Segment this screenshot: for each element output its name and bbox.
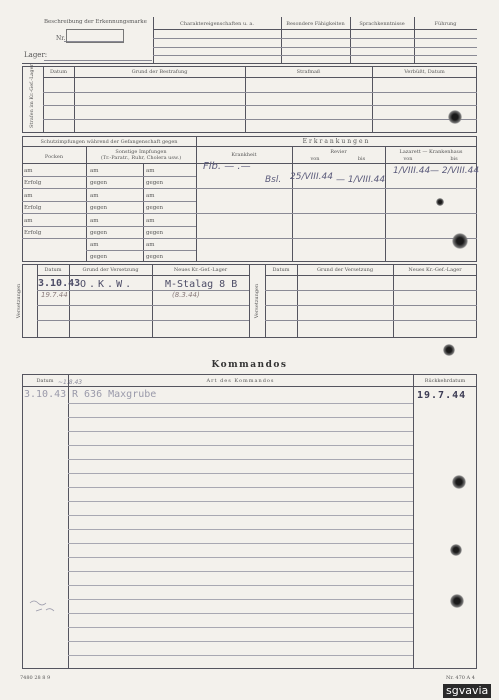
vers-grund-header-right: Grund der Versetzung xyxy=(316,267,374,273)
vers-datum-note: 19.7.44 xyxy=(41,291,68,299)
lazarett-bis-entry: — 2/VIII.44 xyxy=(430,166,480,176)
watermark: sgvavia xyxy=(443,684,491,698)
footer-right: Nr. 470 A 4 xyxy=(446,675,475,681)
impf-cell: am xyxy=(146,218,155,224)
strafen-datum-header: Datum xyxy=(50,69,67,75)
kommandos-rueckkehr-entry: 19.7.44 xyxy=(417,390,467,401)
vers-lager-note: (8.3.44) xyxy=(172,291,200,299)
revier-bis-entry: — 1/VIII.44 xyxy=(336,175,386,185)
strafen-verbuesst-header: Verbüßt, Datum xyxy=(404,69,445,75)
vers-neues-header-right: Neues Kr.-Gef.-Lager xyxy=(408,267,462,273)
pocken-erfolg-3: Erfolg xyxy=(24,230,42,236)
versetzungen-side-label-right: Versetzungen xyxy=(254,283,260,319)
kommandos-rueckkehr-header: Rückkehrdatum xyxy=(424,378,466,384)
punch-hole xyxy=(443,344,455,356)
impfungen-title: Schutzimpfungen während der Gefangenschaft gegen xyxy=(40,139,178,145)
revier-von-entry: 25/VIII.44 xyxy=(290,172,333,182)
vers-grund-entry: O.K.W. xyxy=(80,279,135,290)
nr-label: Nr. xyxy=(56,35,66,42)
erkennungsmarke-label: Beschreibung der Erkennungsmarke xyxy=(44,19,147,25)
lager-label: Lager: xyxy=(24,51,48,59)
revier-header: Revier xyxy=(330,149,347,155)
impf-cell: gegen xyxy=(90,254,108,260)
vers-datum-header-left: Datum xyxy=(44,267,62,273)
lazarett-bis: bis xyxy=(450,156,458,162)
fuehrung-header: Führung xyxy=(434,21,457,27)
impf-cell: am xyxy=(90,218,99,224)
pocken-am-2: am xyxy=(24,193,33,199)
lazarett-header: Lazarett — Krankenhaus xyxy=(399,149,463,155)
pocken-erfolg-2: Erfolg xyxy=(24,205,42,211)
vers-lager-entry: M-Stalag 8 B xyxy=(165,279,238,290)
kommandos-datum-header: Datum xyxy=(36,378,54,384)
pocken-header: Pocken xyxy=(44,154,64,160)
impf-cell: am xyxy=(90,168,99,174)
kommandos-art-header: Art des Kommandos xyxy=(206,378,275,384)
revier-von: von xyxy=(310,156,320,162)
impf-cell: am xyxy=(90,242,99,248)
pocken-am-3: am xyxy=(24,218,33,224)
strafen-strafmass-header: Strafmaß xyxy=(296,69,321,75)
footer-left: 7480 28 8 9 xyxy=(20,675,51,681)
revier-prefix: Bsl. xyxy=(265,175,282,185)
punch-hole xyxy=(448,110,462,124)
impf-cell: gegen xyxy=(90,180,108,186)
krankheit-header: Krankheit xyxy=(231,152,257,158)
pocken-am-1: am xyxy=(24,168,33,174)
impf-cell: gegen xyxy=(146,230,164,236)
impf-cell: am xyxy=(146,193,155,199)
impf-cell: gegen xyxy=(146,254,164,260)
pencil-marks xyxy=(28,595,68,617)
nr-field xyxy=(66,29,124,43)
impf-cell: gegen xyxy=(90,230,108,236)
sonstige-header: Sonstige Impfungen xyxy=(115,149,167,155)
vers-datum-entry: 3.10.43 xyxy=(38,278,81,289)
punch-hole xyxy=(452,233,468,249)
vers-grund-header-left: Grund der Versetzung xyxy=(82,267,139,273)
charakter-header: Charaktereigenschaften u. a. xyxy=(180,21,254,27)
sprachkenntnisse-header: Sprachkenntnisse xyxy=(359,21,405,27)
impf-cell: am xyxy=(146,168,155,174)
impf-cell: gegen xyxy=(146,180,164,186)
punch-hole xyxy=(450,594,464,608)
strafen-grund-header: Grund der Bestrafung xyxy=(131,69,188,75)
impf-cell: am xyxy=(90,193,99,199)
impf-cell: gegen xyxy=(146,205,164,211)
kommandos-datum-entry: 3.10.43 xyxy=(24,389,67,400)
impf-cell: gegen xyxy=(90,205,108,211)
lazarett-von-entry: 1/VIII.44 xyxy=(393,166,431,176)
faehigkeiten-header: Besondere Fähigkeiten xyxy=(286,21,345,27)
kommandos-title: Kommandos xyxy=(211,360,288,370)
kommandos-art-entry: R 636 Maxgrube xyxy=(72,389,157,400)
erkrankungen-title: Erkrankungen xyxy=(302,138,371,145)
vers-neues-header-left: Neues Kr.-Gef.-Lager xyxy=(173,267,228,273)
vers-datum-header-right: Datum xyxy=(272,267,290,273)
pocken-erfolg-1: Erfolg xyxy=(24,180,42,186)
strafen-side-label: Strafen im Kr.-Gef.-Lager xyxy=(29,64,35,128)
kommandos-table xyxy=(22,374,477,669)
kommandos-margin-note: ~1.8.43 xyxy=(58,379,83,386)
sonstige-sub-header: (Tr.-Paratr., Ruhr, Cholera usw.) xyxy=(100,155,182,161)
impf-cell: am xyxy=(146,242,155,248)
punch-hole xyxy=(450,544,462,556)
krankheit-entry: Flb. — .— xyxy=(203,161,251,172)
lazarett-von: von xyxy=(403,156,413,162)
punch-hole xyxy=(436,198,444,206)
revier-bis: bis xyxy=(357,156,366,162)
punch-hole xyxy=(452,475,466,489)
versetzungen-side-label-left: Versetzungen xyxy=(16,283,22,319)
